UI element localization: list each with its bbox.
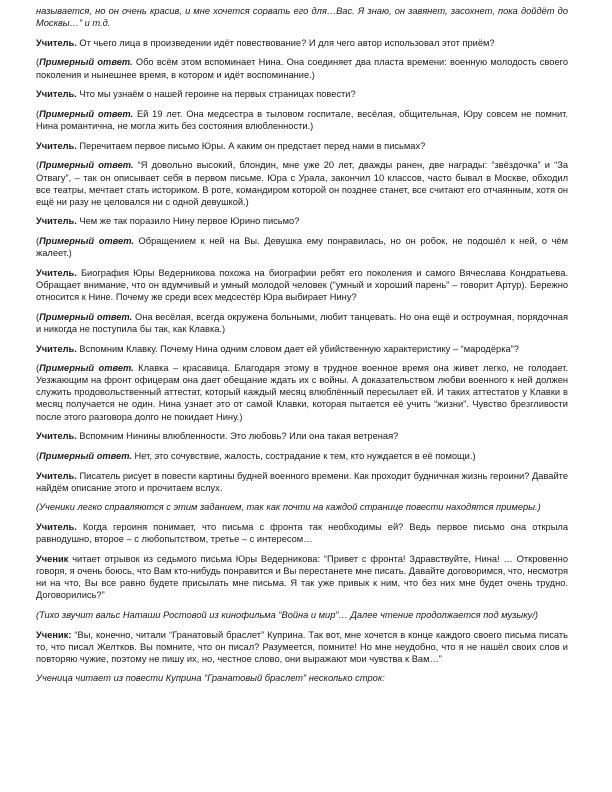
note-paragraph [36, 5, 568, 29]
paragraph-text: ( [36, 160, 40, 171]
paragraph-text: Биография Юры Ведерникова похожа на биографии ребят его поколения и самого Вячеслава Кондратьева. Обращает внимание, что он вдумчивый и умный молодой человек (“умный и хороший парень” – говорит Артур). Бережно относится к Нине. Почему же среди всех медсестёр Юра выбирает Нину? [36, 267, 568, 303]
paragraph-text: Обращением к ней на Вы. Девушка ему понравилась, но он робок, не подошёл к ней, о чём жалеет.) [36, 236, 568, 259]
speaker-label: Учитель. [36, 343, 77, 354]
paragraph-text: Ученица читает из повести Куприна “Гранатовый браслет” несколько строк: [36, 673, 385, 684]
note-paragraph [36, 501, 568, 513]
paragraph-text: ( [36, 363, 40, 374]
paragraph-text: Перечитаем первое письмо Юры. А каким он предстает перед нами в письмах? [76, 140, 426, 151]
paragraph-text: Клавка – красавица. Благодаря этому в трудное военное время она живет легко, не голодает. Уезжающим на фронт офицерам она дает обещание ждать их с войны. А доказательством любви военного к ней должен служить продовольственный аттестат, который каждый месяц влюблённый пересылает ей. И таких аттестатов у Клавки в месяц получается не один. Нина узнает это от самой Клавки, которая пытается её учить “жизни”. Чувство брезгливости после этого разговора долго не покидает Нину.) [36, 363, 568, 422]
paragraph-text: Вспомним Клавку. Почему Нина одним словом дает ей убийственную характеристику – “мародёрка”? [76, 343, 519, 354]
paragraph-text: ( [36, 236, 40, 247]
paragraph-text: (Тихо звучит вальс Наташи Ростовой из кинофильма “Война и мир”… Далее чтение продолжается под музыку/) [36, 609, 538, 620]
speaker-label: Учитель. [36, 89, 77, 100]
answer-label: Примерный ответ. [39, 236, 134, 247]
text-paragraph [36, 159, 568, 207]
paragraph-text: “Я довольно высокий, блондин, мне уже 20 лет, дважды ранен, две награды: “звёздочка” и “За Отвагу”, – так он описывает себя в первом письме. Юра с Урала, закончил 10 классов, часто бывал в Москве, обходил все театры, мечтает стать историком. В роте, командиром которой он позднее станет, все считают его отчаянным, хотя он ещё ни разу не целовался ни с одной девушкой.) [36, 160, 568, 207]
speaker-label: Ученик [36, 553, 69, 564]
paragraph-text: ( [36, 108, 40, 119]
text-paragraph [36, 629, 568, 665]
text-paragraph [36, 450, 568, 462]
text-paragraph [36, 267, 568, 303]
answer-label: Примерный ответ. [39, 450, 132, 461]
speaker-label: Учитель. [36, 267, 77, 278]
text-paragraph [36, 311, 568, 335]
paragraph-text: ( [36, 311, 40, 322]
answer-label: Примерный ответ. [39, 160, 134, 171]
speaker-label: Учитель. [36, 140, 77, 151]
speaker-label: Учитель. [36, 470, 77, 481]
answer-label: Примерный ответ. [39, 57, 133, 68]
paragraph-text: Когда героиня понимает, что письма с фронта так необходимы ей? Ведь первое письмо она открыла равнодушно, второе – с любопытством, третье – с интересом… [36, 522, 568, 545]
paragraph-text: называется, но он очень красив, и мне хочется сорвать его для…Вас. Я знаю, он завянет, засохнет, пока дойдёт до Москвы…” и т.д. [36, 6, 568, 29]
paragraph-text: “Вы, конечно, читали “Гранатовый браслет” Куприна. Так вот, мне хочется в конце каждого своего письма писать то, что писал Желтков. Вы помните, что он писал? Разумеется, помните! Но мне неудобно, что я не нашёл своих слов и повторяю чужие, поэтому не пишу их, но, честное слово, они выражают мои чувства к Вам…” [36, 629, 568, 664]
note-paragraph [36, 609, 568, 621]
speaker-label: Учитель. [36, 431, 77, 442]
paragraph-text: Чем же так поразило Нину первое Юрино письмо? [76, 216, 300, 227]
text-paragraph [36, 470, 568, 494]
text-paragraph [36, 140, 568, 152]
note-paragraph [36, 672, 568, 684]
text-paragraph [36, 553, 568, 601]
text-paragraph [36, 362, 568, 422]
text-paragraph [36, 521, 568, 545]
text-paragraph [36, 430, 568, 442]
speaker-label: Ученик: [36, 629, 72, 640]
text-paragraph [36, 37, 568, 49]
text-paragraph [36, 108, 568, 132]
paragraph-text: Обо всём этом вспоминает Нина. Она соединяет два пласта времени: военную молодость своего поколения и нынешнее время, в котором и идёт воспоминание.) [36, 57, 568, 80]
paragraph-text: Что мы узнаём о нашей героине на первых страницах повести? [76, 89, 356, 100]
paragraph-text: Она весёлая, всегда окружена больными, любит танцевать. Но она ещё и остроумная, порядочная и никогда не поступила бы так, как Клавка.) [36, 311, 568, 334]
text-paragraph [36, 56, 568, 80]
paragraph-text: Вспомним Нинины влюбленности. Это любовь? Или она такая ветреная? [76, 431, 399, 442]
speaker-label: Учитель. [36, 522, 77, 533]
speaker-label: Учитель. [36, 37, 77, 48]
paragraph-text: Писатель рисует в повести картины будней военного времени. Как проходит будничная жизнь героини? Давайте найдём описание этого и прочитаем вслух. [36, 470, 568, 493]
paragraph-text: От чьего лица в произведении идёт повествование? И для чего автор использовал этот приём? [76, 37, 495, 48]
paragraph-text: Ей 19 лет. Она медсестра в тыловом госпитале, весёлая, общительная, Юру совсем не помнит. Нина романтична, не могла жить без состояния влюбленности.) [36, 108, 568, 132]
paragraph-text: Нет, это сочувствие, жалость, сострадание к тем, кто нуждается в её помощи.) [131, 450, 476, 461]
answer-label: Примерный ответ. [39, 108, 134, 119]
answer-label: Примерный ответ. [39, 311, 133, 322]
answer-label: Примерный ответ. [39, 363, 134, 374]
text-paragraph [36, 235, 568, 259]
paragraph-text: (Ученики легко справляются с этим заданием, так как почти на каждой странице повести находятся примеры.) [36, 502, 541, 513]
text-paragraph [36, 215, 568, 227]
speaker-label: Учитель. [36, 216, 77, 227]
paragraph-text: читает отрывок из седьмого письма Юры Ведерникова: “Привет с фронта! Здравствуйте, Нина! … Откровенно говоря, я очень боюсь, что Вам кто-нибудь понравится и Вы перестанете мне писать. Давайте договоримся, что, несмотря ни на что, Вы все равно будете присылать мне письма. Я так уже привык к ним, что без них мне будет очень трудно. Договорились?” [36, 553, 568, 601]
text-paragraph [36, 343, 568, 355]
text-paragraph [36, 88, 568, 100]
paragraph-text: ( [36, 57, 40, 68]
paragraph-text: ( [36, 450, 40, 461]
